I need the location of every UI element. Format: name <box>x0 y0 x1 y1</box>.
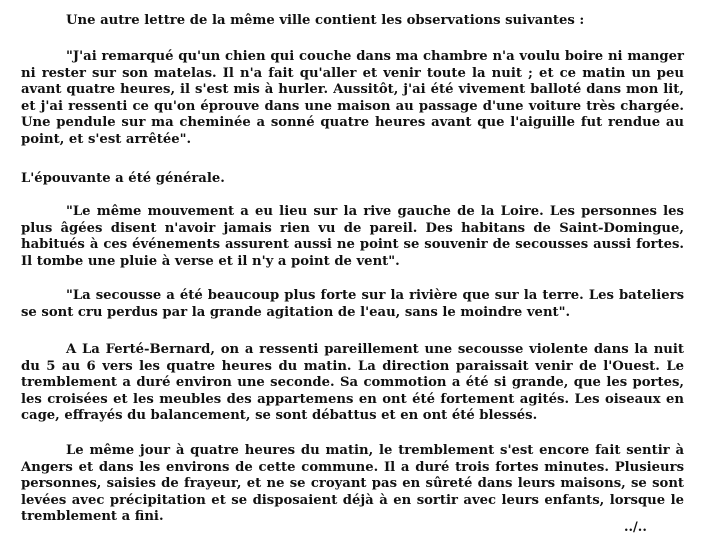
intro-paragraph: Une autre lettre de la même ville contient les observations suivantes : <box>66 13 585 28</box>
quote-loire-paragraph: "Le même mouvement a eu lieu sur la rive gauche de la Loire. Les personnes les plus âgées disent n'avoir jamais rien vu de pareil. Des habitans de Saint-Domingue, habitués à ces événements assurent aussi ne point se souvenir de secousses aussi fortes. Il tombe une pluie à verse et il n'y a point de vent". <box>21 204 684 269</box>
angers-paragraph: Le même jour à quatre heures du matin, le tremblement s'est encore fait sentir à Angers et dans les environs de cette commune. Il a duré trois fortes minutes. Plusieurs personnes, saisies de frayeur, et ne se croyant pas en sûreté dans leurs maisons, se sont levées avec précipitation et se disposaient déjà à en sortir avec leurs enfants, lorsque le tremblement a fini. <box>21 443 684 525</box>
panic-paragraph: L'épouvante a été générale. <box>21 171 225 186</box>
ferte-bernard-paragraph: A La Ferté-Bernard, on a ressenti pareillement une secousse violente dans la nuit du 5 au 6 vers les quatre heures du matin. La direction paraissait venir de l'Ouest. Le tremblement a duré environ une seconde. Sa commotion a été si grande, que les portes, les croisées et les meubles des appartemens en ont été fortement agités. Les oiseaux en cage, effrayés du balancement, se sont débattus et en ont été blessés. <box>21 342 684 424</box>
quote-river-paragraph: "La secousse a été beaucoup plus forte sur la rivière que sur la terre. Les bateliers se sont cru perdus par la grande agitation de l'eau, sans le moindre vent". <box>21 288 684 320</box>
quote-dog-paragraph: "J'ai remarqué qu'un chien qui couche dans ma chambre n'a voulu boire ni manger ni rester sur son matelas. Il n'a fait qu'aller et venir toute la nuit ; et ce matin un peu avant quatre heures, il s'est mis à hurler. Aussitôt, j'ai été vivement balloté dans mon lit, et j'ai ressenti ce qu'on éprouve dans une maison au passage d'une voiture très chargée. Une pendule sur ma cheminée a sonné quatre heures avant que l'aiguille fut rendue au point, et s'est arrêtée". <box>21 49 684 147</box>
continuation-mark: ../.. <box>624 520 647 535</box>
